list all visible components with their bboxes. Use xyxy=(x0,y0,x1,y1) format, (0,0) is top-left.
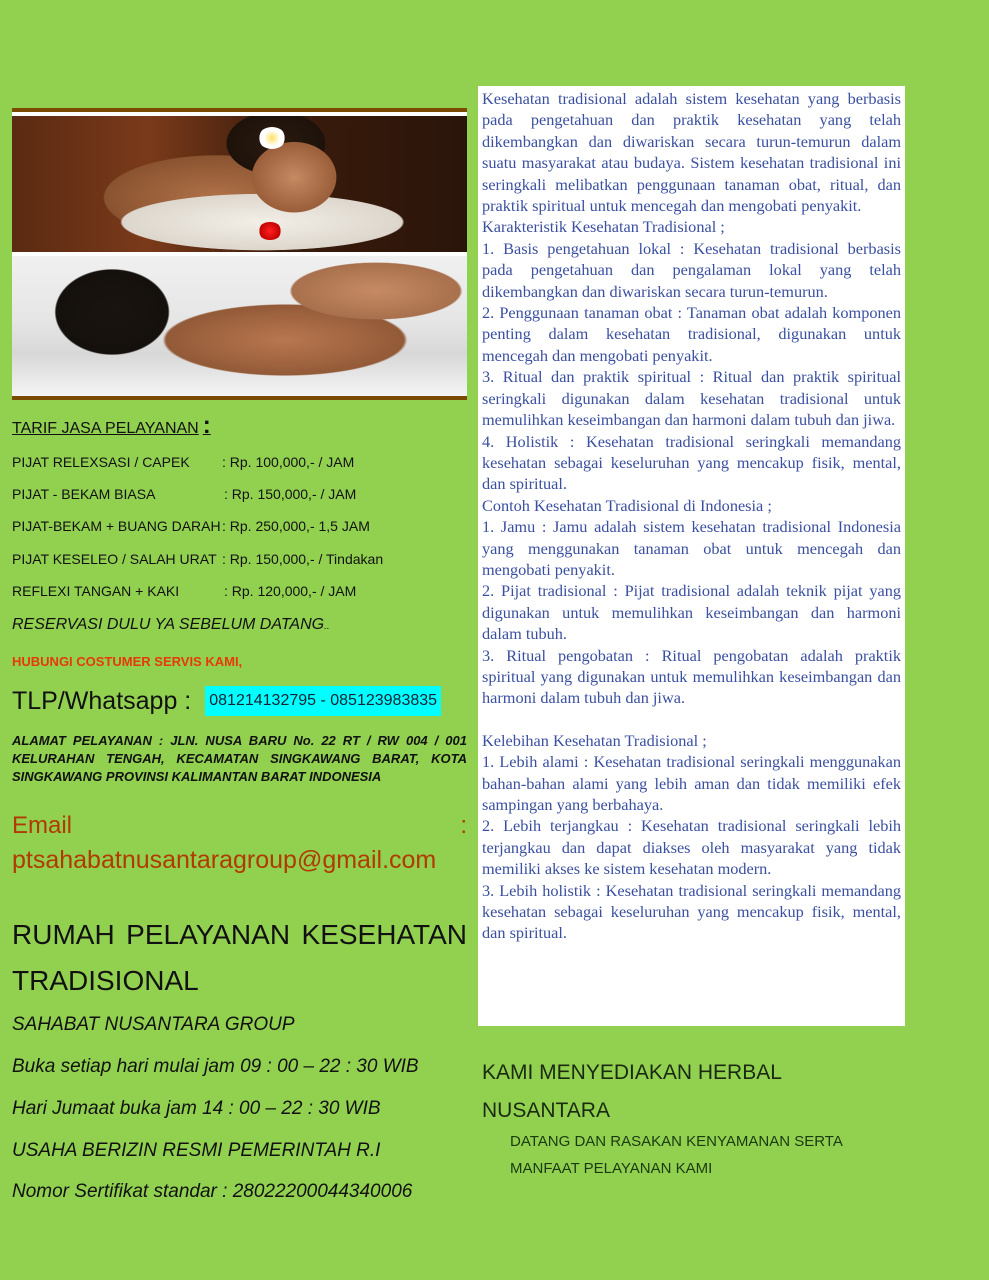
karakteristik-heading: Karakteristik Kesehatan Tradisional ; xyxy=(482,217,725,237)
contoh-item: 1. Jamu : Jamu adalah sistem kesehatan tradisional Indonesia yang menggunakan tanaman obat untuk mencegah dan mengobati penyakit. xyxy=(482,517,901,579)
article-box xyxy=(478,86,905,1026)
certificate-number: Nomor Sertifikat standar : 28022200044340006 xyxy=(12,1181,413,1202)
price-service: PIJAT KESELEO / SALAH URAT xyxy=(12,551,217,567)
tarif-heading xyxy=(12,412,467,440)
kelebihan-item: 3. Lebih holistik : Kesehatan tradisional seringkali memandang kesehatan sebagai keseluruhan yang mencakup fisik, mental, dan spiritual. xyxy=(482,880,901,943)
price-row xyxy=(12,486,356,502)
massage-photo-woman xyxy=(12,116,467,252)
herbal-line1: KAMI MENYEDIAKAN HERBAL xyxy=(482,1061,782,1084)
title-word: PELAYANAN xyxy=(126,919,291,950)
price-row xyxy=(12,454,354,470)
business-title xyxy=(12,912,467,1004)
phone-numbers[interactable]: 081214132795 - 085123983835 xyxy=(205,686,441,716)
business-title-line1 xyxy=(12,912,467,958)
rose-flower-icon xyxy=(258,222,282,240)
service-address: ALAMAT PELAYANAN : JLN. NUSA BARU No. 22 RT / RW 004 / 001 KELURAHAN TENGAH, KECAMATAN SINGKAWANG BARAT, KOTA SINGKAWANG PROVINSI KALIMANTAN BARAT INDONESIA xyxy=(12,733,467,784)
price-value: : Rp. 100,000,- / JAM xyxy=(222,454,355,470)
price-row xyxy=(12,583,356,599)
article-intro: Kesehatan tradisional adalah sistem kesehatan yang berbasis pada pengetahuan dan praktik kesehatan yang telah dikembangkan dan diwariskan secara turun-temurun dalam suatu masyarakat atau budaya. Sistem kesehatan tradisional ini seringkali melibatkan penggunaan tanaman obat, ritual, dan praktik spiritual untuk mencegah dan mengobati penyakit. xyxy=(482,89,901,216)
price-row xyxy=(12,518,370,534)
kelebihan-item: 2. Lebih terjangkau : Kesehatan tradisional seringkali lebih terjangkau dan dapat diakses oleh masyarakat yang tidak memiliki akses ke sistem kesehatan modern. xyxy=(482,816,901,879)
license-note: USAHA BERIZIN RESMI PEMERINTAH R.I xyxy=(12,1140,381,1161)
tagline-line1: DATANG DAN RASAKAN KENYAMANAN SERTA xyxy=(510,1133,843,1150)
price-service: PIJAT RELEXSASI / CAPEK xyxy=(12,454,190,470)
massage-photo-man xyxy=(12,256,467,396)
email-colon: : xyxy=(460,812,467,839)
price-value: : Rp. 120,000,- / JAM xyxy=(224,583,357,599)
reservation-note xyxy=(12,616,467,634)
friday-hours: Hari Jumaat buka jam 14 : 00 – 22 : 30 WIB xyxy=(12,1098,381,1119)
title-word: KESEHATAN xyxy=(301,919,467,950)
phone-line xyxy=(12,686,467,716)
email-label-row xyxy=(12,812,467,840)
tarif-heading-colon: : xyxy=(202,412,211,439)
contact-cs-note: HUBUNGI COSTUMER SERVIS KAMI, xyxy=(12,654,243,669)
tarif-heading-text: TARIF JASA PELAYANAN xyxy=(12,420,199,437)
price-service: PIJAT - BEKAM BIASA xyxy=(12,486,156,502)
kelebihan-item: 1. Lebih alami : Kesehatan tradisional seringkali menggunakan bahan-bahan alami yang lebih aman dan tidak memiliki efek sampingan yang berbahaya. xyxy=(482,752,901,814)
contoh-item: 2. Pijat tradisional : Pijat tradisional adalah teknik pijat yang digunakan untuk memulihkan keseimbangan dan harmoni dalam tubuh. xyxy=(482,581,901,644)
reservation-dots: .. xyxy=(324,621,330,632)
karakteristik-item: 1. Basis pengetahuan lokal : Kesehatan tradisional berbasis pada pengetahuan dan pengalaman lokal yang telah dikembangkan dan diwariskan secara turun-temurun. xyxy=(482,238,901,301)
karakteristik-item: 3. Ritual dan praktik spiritual : Ritual dan praktik spiritual seringkali digunakan dalam kesehatan tradisional untuk memulihkan keseimbangan dan harmoni dalam tubuh dan jiwa. xyxy=(482,367,901,430)
price-service: REFLEXI TANGAN + KAKI xyxy=(12,583,180,599)
frangipani-flower-icon xyxy=(258,127,286,149)
price-value: : Rp. 150,000,- / JAM xyxy=(224,486,357,502)
opening-hours: Buka setiap hari mulai jam 09 : 00 – 22 : 30 WIB xyxy=(12,1056,419,1077)
contoh-heading: Contoh Kesehatan Tradisional di Indonesia ; xyxy=(482,495,772,515)
price-value: : Rp. 150,000,- / Tindakan xyxy=(222,551,384,567)
business-title-line2: TRADISIONAL xyxy=(12,965,199,996)
contoh-item: 3. Ritual pengobatan : Ritual pengobatan adalah praktik spiritual yang digunakan untuk memulihkan keseimbangan dan harmoni dalam tubuh dan jiwa. xyxy=(482,645,901,708)
reservation-text: RESERVASI DULU YA SEBELUM DATANG xyxy=(12,616,325,633)
herbal-tagline xyxy=(510,1128,843,1182)
herbal-line2: NUSANTARA xyxy=(482,1099,610,1122)
massage-photo-frame xyxy=(12,108,467,400)
herbal-heading xyxy=(482,1054,782,1130)
email-label: Email xyxy=(12,812,73,839)
business-name: SAHABAT NUSANTARA GROUP xyxy=(12,1014,295,1035)
karakteristik-item: 4. Holistik : Kesehatan tradisional seringkali memandang kesehatan sebagai keseluruhan yang mencakup fisik, mental, dan spiritual. xyxy=(482,431,901,494)
tagline-line2: MANFAAT PELAYANAN KAMI xyxy=(510,1160,713,1177)
price-row xyxy=(12,551,383,567)
spacer xyxy=(482,709,901,730)
price-value: : Rp. 250,000,- 1,5 JAM xyxy=(222,518,370,534)
title-word: RUMAH xyxy=(12,919,115,950)
phone-label: TLP/Whatsapp : xyxy=(12,686,192,715)
kelebihan-heading: Kelebihan Kesehatan Tradisional ; xyxy=(482,730,707,750)
karakteristik-item: 2. Penggunaan tanaman obat : Tanaman obat adalah komponen penting dalam kesehatan tradisional, digunakan untuk mencegah dan mengobati penyakit. xyxy=(482,303,901,365)
price-service: PIJAT-BEKAM + BUANG DARAH xyxy=(12,518,221,534)
email-address[interactable]: ptsahabatnusantaragroup@gmail.com xyxy=(12,846,437,874)
